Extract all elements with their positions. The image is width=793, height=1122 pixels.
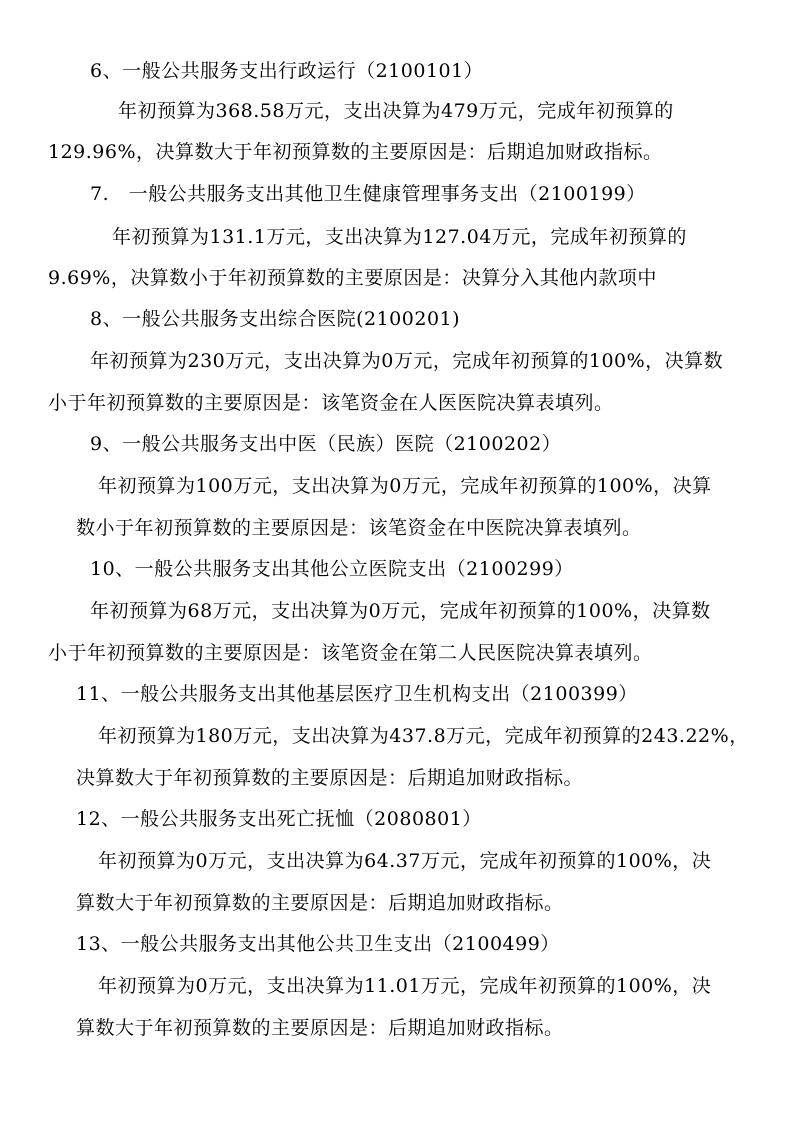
paragraph-line: 年初预算为0万元，支出决算为64.37万元，完成年初预算的100%，决: [98, 850, 712, 872]
paragraph-line: 数小于年初预算数的主要原因是：该笔资金在中医院决算表填列。: [76, 517, 642, 539]
section-heading: 7. 一般公共服务支出其他卫生健康管理事务支出（2100199）: [90, 183, 646, 205]
section-heading: 11、一般公共服务支出其他基层医疗卫生机构支出（2100399）: [76, 683, 638, 705]
paragraph-line: 129.96%，决算数大于年初预算数的主要原因是：后期追加财政指标。: [48, 141, 663, 163]
paragraph-line: 小于年初预算数的主要原因是：该笔资金在人医医院决算表填列。: [48, 392, 614, 414]
paragraph-line: 年初预算为131.1万元，支出决算为127.04万元，完成年初预算的: [112, 226, 687, 248]
section-heading: 12、一般公共服务支出死亡抚恤（2080801）: [76, 808, 482, 830]
paragraph-line: 9.69%，决算数小于年初预算数的主要原因是：决算分入其他内款项中: [48, 267, 657, 289]
paragraph-line: 年初预算为100万元，支出决算为0万元，完成年初预算的100%，决算: [98, 475, 712, 497]
paragraph-line: 算数大于年初预算数的主要原因是：后期追加财政指标。: [76, 1017, 564, 1039]
section-heading: 9、一般公共服务支出中医（民族）医院（2100202）: [90, 433, 562, 455]
section-heading: 10、一般公共服务支出其他公立医院支出（2100299）: [90, 558, 574, 580]
paragraph-line: 小于年初预算数的主要原因是：该笔资金在第二人民医院决算表填列。: [48, 642, 653, 664]
paragraph-line: 年初预算为68万元，支出决算为0万元，完成年初预算的100%，决算数: [90, 600, 711, 622]
section-heading: 6、一般公共服务支出行政运行（2100101）: [90, 60, 484, 82]
paragraph-line: 算数大于年初预算数的主要原因是：后期追加财政指标。: [76, 892, 564, 914]
section-heading: 8、一般公共服务支出综合医院(2100201): [90, 308, 461, 330]
section-heading: 13、一般公共服务支出其他公共卫生支出（2100499）: [76, 933, 560, 955]
paragraph-line: 年初预算为368.58万元，支出决算为479万元，完成年初预算的: [118, 100, 674, 122]
paragraph-line: 年初预算为0万元，支出决算为11.01万元，完成年初预算的100%，决: [98, 975, 712, 997]
paragraph-line: 年初预算为230万元，支出决算为0万元，完成年初预算的100%，决算数: [90, 350, 724, 372]
paragraph-line: 年初预算为180万元，支出决算为437.8万元，完成年初预算的243.22%，: [98, 725, 749, 747]
paragraph-line: 决算数大于年初预算数的主要原因是：后期追加财政指标。: [76, 767, 584, 789]
